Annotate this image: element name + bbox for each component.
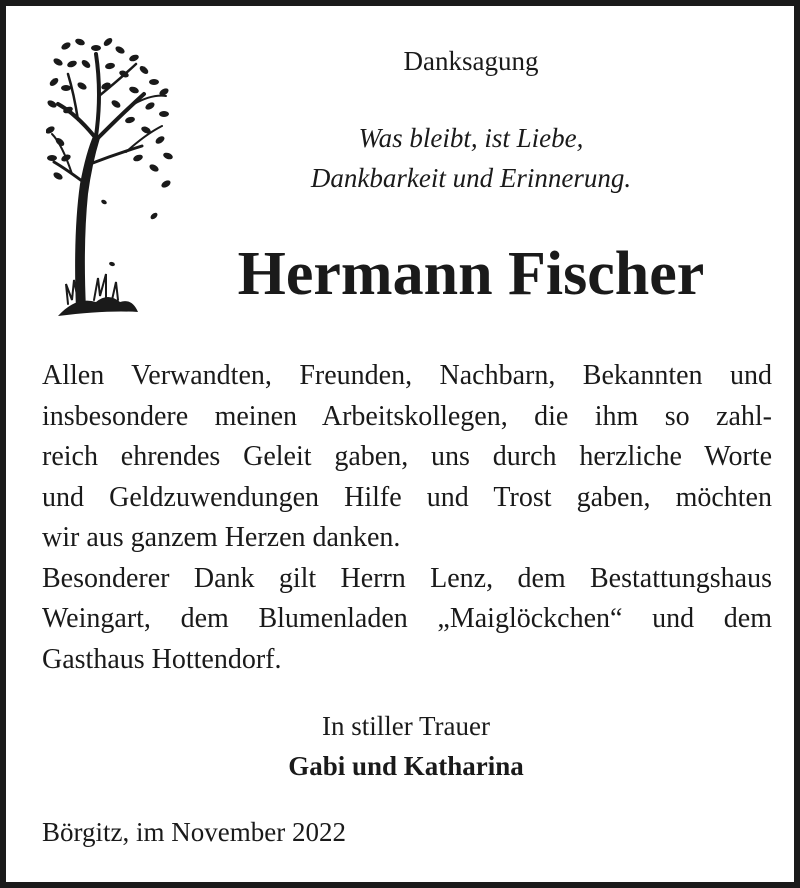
text-line: insbesondere meinen Arbeitskollegen, die ihm so zahl- bbox=[42, 400, 772, 432]
place-date: Börgitz, im November 2022 bbox=[42, 817, 346, 847]
motto-line: Dankbarkeit und Erinnerung. bbox=[310, 163, 632, 193]
signature-block bbox=[206, 706, 606, 786]
text-line: Besonderer Dank gilt Herrn Lenz, dem Bestattungshaus bbox=[42, 562, 772, 594]
motto-line: Was bleibt, ist Liebe, bbox=[358, 123, 584, 153]
text-line: Allen Verwandten, Freunden, Nachbarn, Bekannten und bbox=[42, 360, 772, 391]
tree-icon bbox=[46, 34, 176, 324]
mourning-line: In stiller Trauer bbox=[322, 711, 490, 741]
mourner-names: Gabi und Katharina bbox=[288, 751, 524, 781]
thanks-text bbox=[42, 356, 772, 680]
text-line: und Geldzuwendungen Hilfe und Trost gaben, möchten bbox=[42, 481, 772, 513]
text-line: Gasthaus Hottendorf. bbox=[42, 643, 282, 675]
text-line: reich ehrendes Geleit gaben, uns durch herzliche Worte bbox=[42, 441, 772, 472]
text-line: wir aus ganzem Herzen danken. bbox=[42, 522, 401, 553]
motto-quote bbox=[226, 118, 716, 198]
text-line: Weingart, dem Blumenladen „Maiglöckchen“ und dem bbox=[42, 603, 772, 634]
notice-heading: Danksagung bbox=[403, 46, 539, 76]
deceased-name: Hermann Fischer bbox=[237, 240, 705, 308]
